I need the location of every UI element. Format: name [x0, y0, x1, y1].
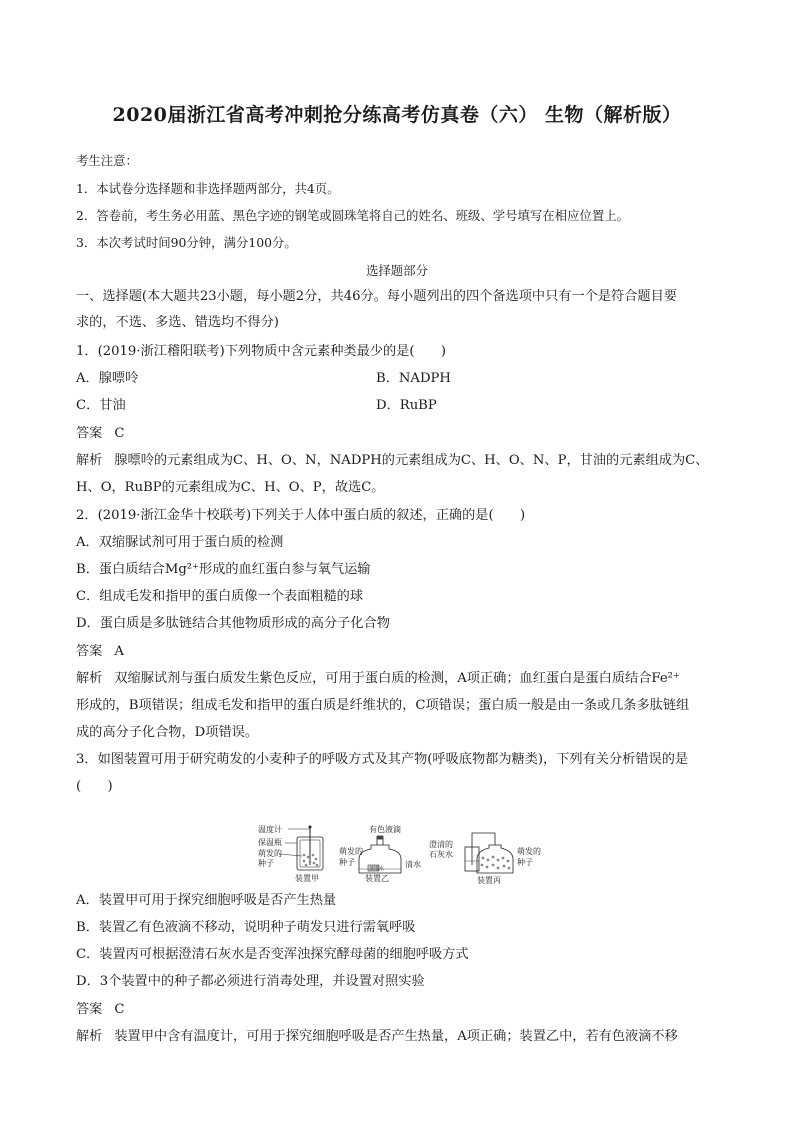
answer-label: 答案: [76, 644, 103, 659]
q3-answer: [76, 1001, 736, 1019]
bing-label-clear: 澄清的: [429, 840, 453, 849]
q2-stem: 2．(2019·浙江金华十校联考)下列关于人体中蛋白质的叙述，正确的是( ): [76, 508, 526, 523]
q3-option-b: B．装置乙有色液滴不移动，说明种子萌发只进行需氧呼吸: [76, 920, 416, 935]
q2-option-b: B．蛋白质结合Mg²⁺形成的血红蛋白参与氧气运输: [76, 562, 371, 577]
q2-option-d: D．蛋白质是多肽链结合其他物质形成的高分子化合物: [76, 616, 390, 631]
yi-caption: 装置乙: [365, 874, 389, 883]
analysis-label: 解析: [76, 671, 103, 686]
q1-option-d: D．RuBP: [376, 398, 437, 413]
answer-label: 答案: [76, 426, 103, 441]
answer-label: 答案: [76, 1002, 103, 1017]
section-intro-line-2: 求的，不选、多选、错选均不得分): [76, 315, 279, 330]
q1-stem: 1．(2019·浙江稽阳联考)下列物质中含元素种类最少的是( ): [76, 344, 447, 359]
bing-label-limewater: 石灰水: [429, 850, 453, 859]
jia-label-thermometer: 温度计: [258, 825, 282, 834]
apparatus-figure: [255, 825, 545, 887]
q3-option-d: D．3个装置中的种子都必须进行消毒处理，并设置对照实验: [76, 974, 425, 989]
q1-option-c: C．甘油: [76, 398, 126, 413]
answer-value: A: [114, 644, 124, 659]
analysis-label: 解析: [76, 1029, 103, 1044]
apparatus-bing: [429, 833, 541, 885]
q2-analysis-line-3: 成的高分子化合物，D项错误。: [76, 725, 259, 740]
yi-label-distilled: 蒸馏水: [369, 866, 385, 872]
answer-value: C: [114, 1002, 125, 1017]
yi-label-seeds: 种子: [339, 858, 355, 867]
q3-stem-line-2: ( ): [76, 779, 113, 794]
q3-stem-line-1: 3．如图装置可用于研究萌发的小麦种子的呼吸方式及其产物(呼吸底物都为糖类)，下列有关分析错误的是: [76, 752, 689, 767]
yi-label-water: 清水: [405, 860, 421, 869]
jia-label-flask: 保温瓶: [258, 838, 282, 847]
q1-option-b: B．NADPH: [376, 371, 451, 386]
yi-label-droplet: 有色液滴: [369, 825, 401, 834]
q2-option-a: A．双缩脲试剂可用于蛋白质的检测: [76, 535, 284, 550]
notice-heading: 考生注意：: [76, 153, 138, 168]
bing-label-germinating: 萌发的: [517, 847, 541, 856]
q1-answer: [76, 425, 736, 443]
page-title: 2020届浙江省高考冲刺抢分练高考仿真卷（六） 生物（解析版）: [112, 104, 682, 126]
q2-analysis-line-2: 形成的，B项错误；组成毛发和指甲的蛋白质是纤维状的，C项错误；蛋白质一般是由一条或几条多肽链组: [76, 698, 690, 713]
q1-options-row-1: [76, 370, 736, 388]
q1-analysis-line-1: [76, 452, 736, 470]
notice-item-2: 2．答卷前，考生务必用蓝、黑色字迹的钢笔或圆珠笔将自己的姓名、班级、学号填写在相应位置上。: [76, 208, 630, 223]
apparatus-jia: [258, 825, 323, 883]
answer-value: C: [114, 426, 125, 441]
q2-answer: [76, 643, 736, 661]
analysis-text: 腺嘌呤的元素组成为C、H、O、N，NADPH的元素组成为C、H、O、N、P，甘油的元素组成为C、: [114, 453, 709, 468]
jia-label-germinating: 萌发的: [258, 849, 282, 858]
q1-options-row-2: [76, 397, 736, 415]
q2-option-c: C．组成毛发和指甲的蛋白质像一个表面粗糙的球: [76, 589, 364, 604]
q1-option-a: A．腺嘌呤: [76, 371, 139, 386]
notice-item-3: 3．本次考试时间90分钟，满分100分。: [76, 235, 297, 250]
section-intro-line-1: 一、选择题(本大题共23小题，每小题2分，共46分。每小题列出的四个备选项中只有一个是符合题目要: [76, 289, 677, 304]
jia-caption: 装置甲: [295, 874, 319, 883]
q3-option-a: A．装置甲可用于探究细胞呼吸是否产生热量: [76, 893, 337, 908]
bing-label-seeds: 种子: [517, 858, 533, 867]
jia-label-seeds: 种子: [258, 859, 274, 868]
apparatus-yi: [339, 825, 421, 883]
yi-label-germinating: 萌发的: [339, 847, 363, 856]
notice-item-1: 1．本试卷分选择题和非选择题两部分，共4页。: [76, 181, 340, 196]
q3-analysis-line-1: [76, 1028, 736, 1046]
section-title: 选择题部分: [366, 263, 428, 278]
bing-caption: 装置丙: [477, 876, 501, 885]
q2-analysis-line-1: [76, 670, 736, 688]
analysis-label: 解析: [76, 453, 103, 468]
analysis-text: 双缩脲试剂与蛋白质发生紫色反应，可用于蛋白质的检测，A项正确；血红蛋白是蛋白质结合Fe²⁺: [114, 671, 680, 686]
q1-analysis-line-2: H、O，RuBP的元素组成为C、H、O、P，故选C。: [76, 480, 385, 495]
q3-option-c: C．装置丙可根据澄清石灰水是否变浑浊探究酵母菌的细胞呼吸方式: [76, 947, 469, 962]
analysis-text: 装置甲中含有温度计，可用于探究细胞呼吸是否产生热量，A项正确；装置乙中，若有色液滴不移: [114, 1029, 678, 1044]
